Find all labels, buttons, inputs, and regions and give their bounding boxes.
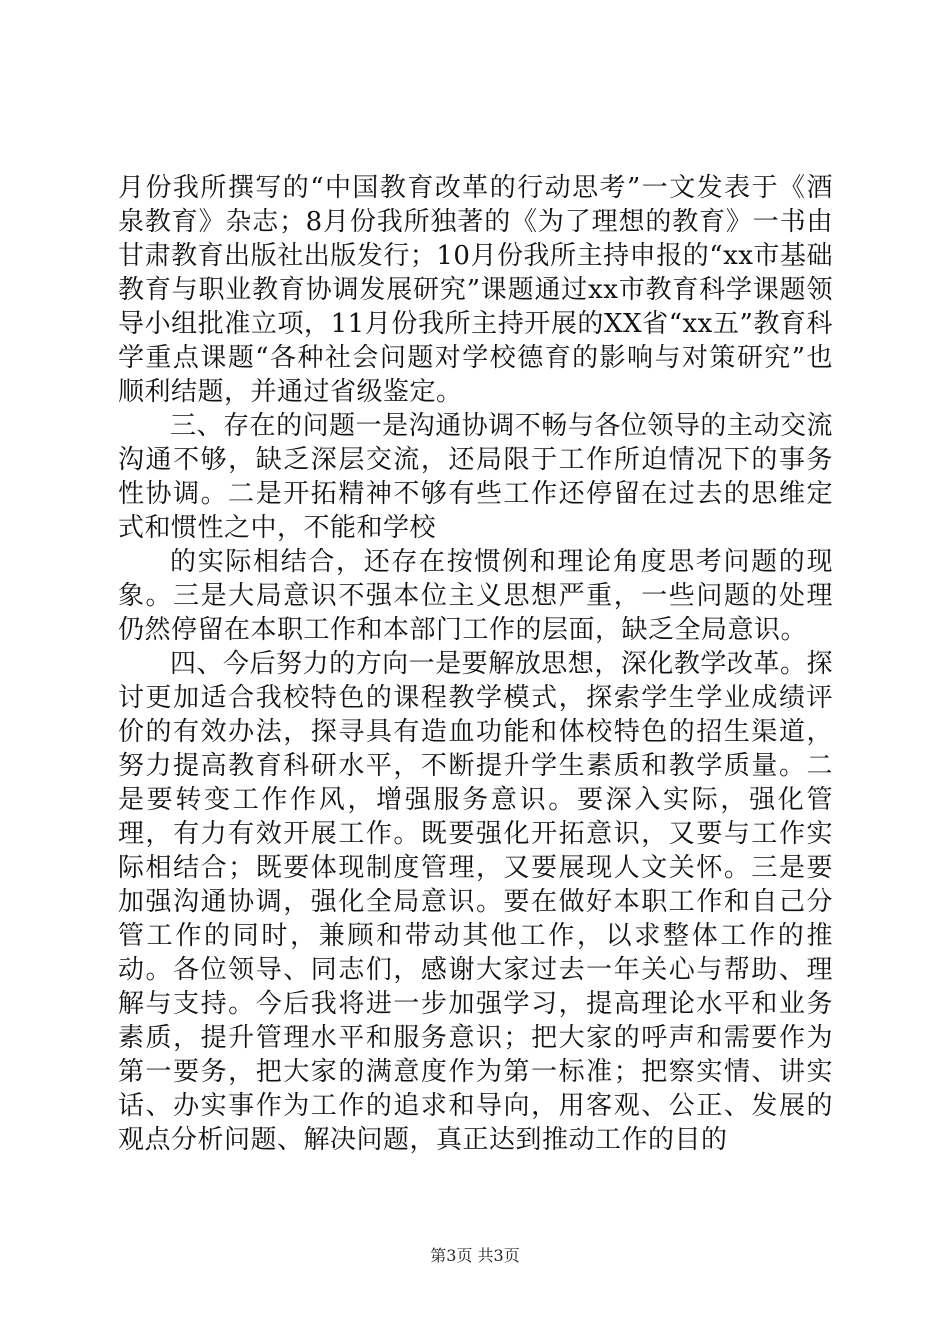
document-body bbox=[118, 171, 833, 1157]
paragraph-problems: 三、存在的问题一是沟通协调不畅与各位领导的主动交流沟通不够，缺乏深层交流，还局限于工作所迫情况下的事务性协调。二是开拓精神不够有些工作还停留在过去的思维定式和惯性之中，不能和学校 bbox=[118, 411, 833, 543]
page-number-footer: 第3页 共3页 bbox=[430, 1246, 520, 1265]
paragraph-future-direction: 四、今后努力的方向一是要解放思想，深化教学改革。探讨更加适合我校特色的课程教学模式，探索学生学业成绩评价的有效办法，探寻具有造血功能和体校特色的招生渠道，努力提高教育科研水平，不断提升学生素质和教学质量。二是要转变工作作风，增强服务意识。要深入实际，强化管理，有力有效开展工作。既要强化开拓意识，又要与工作实际相结合；既要体现制度管理，又要展现人文关怀。三是要加强沟通协调，强化全局意识。要在做好本职工作和自己分管工作的同时，兼顾和带动其他工作，以求整体工作的推动。各位领导、同志们，感谢大家过去一年关心与帮助、理解与支持。今后我将进一步加强学习，提高理论水平和业务素质，提升管理水平和服务意识；把大家的呼声和需要作为第一要务，把大家的满意度作为第一标准；把察实情、讲实话、办实事作为工作的追求和导向，用客观、公正、发展的观点分析问题、解决问题，真正达到推动工作的目的 bbox=[118, 649, 833, 1155]
paragraph-achievements: 月份我所撰写的“中国教育改革的行动思考”一文发表于《酒泉教育》杂志；8月份我所独著的《为了理想的教育》一书由甘肃教育出版社出版发行；10月份我所主持申报的“xx市基础教育与职业教育协调发展研究”课题通过xx市教育科学课题领导小组批准立项，11月份我所主持开展的XX省“xx五”教育科学重点课题“各种社会问题对学校德育的影响与对策研究”也顺利结题，并通过省级鉴定。 bbox=[118, 173, 833, 407]
paragraph-problems-continued: 的实际相结合，还存在按惯例和理论角度思考问题的现象。三是大局意识不强本位主义思想严重，一些问题的处理仍然停留在本职工作和本部门工作的层面，缺乏全局意识。 bbox=[118, 547, 833, 645]
